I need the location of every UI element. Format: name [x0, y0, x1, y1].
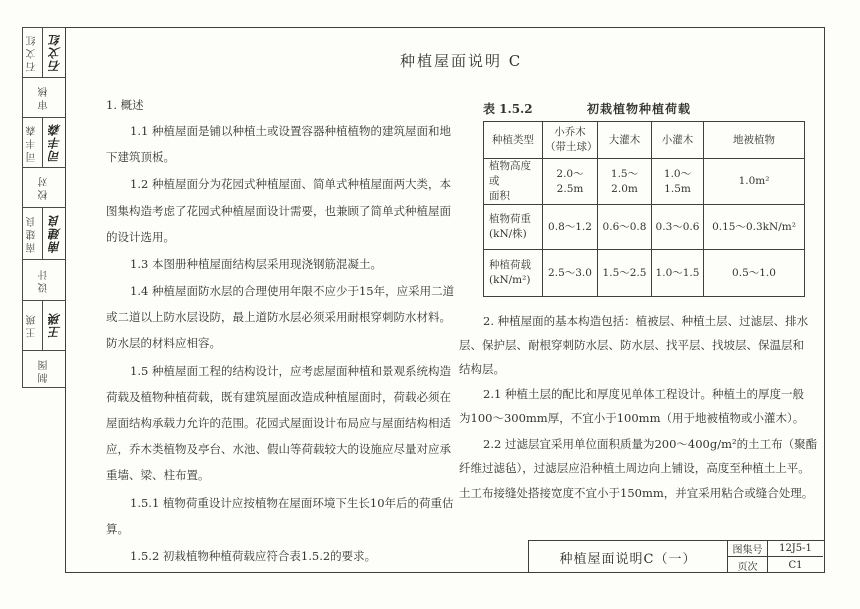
role-label: 王瑛: [27, 312, 38, 339]
signature-cell-6: [23, 260, 66, 301]
table-cell: 2.0～2.5m: [543, 159, 598, 205]
table-header-cell: 大灌木: [598, 122, 652, 159]
table-caption-number: 表 1.5.2: [483, 102, 533, 116]
table-row-label: [484, 159, 543, 205]
table-cell: 1.5～2.5: [598, 250, 652, 297]
paragraph-line: 屋面结构承载力允许的范围。花园式屋面设计布局应与屋面结构相适: [106, 416, 451, 430]
paragraph-line: 应，乔木类植物及亭台、水池、假山等荷载较大的设施应尽量对应承: [106, 442, 451, 456]
signature-block: [22, 27, 65, 388]
table-header-cell: 小灌木: [652, 122, 704, 159]
table-cell: 0.6～0.8: [598, 205, 652, 250]
table-cell: 1.0～1.5m: [652, 159, 704, 205]
paragraph-line: 2. 种植屋面的基本构造包括：植被层、种植土层、过滤层、排水: [483, 314, 809, 328]
title-block: [528, 540, 825, 573]
table-cell: 0.5～1.0: [704, 250, 805, 297]
table-header-row: [484, 122, 805, 159]
drawing-name: 种植屋面说明C（一）: [529, 541, 728, 573]
table-cell: 0.15～0.3kN/m²: [704, 205, 805, 250]
paragraph-line: 2.1 种植土层的配比和厚度见单体工程设计。种植土的厚度一般: [483, 387, 804, 401]
header-line: 小乔木: [554, 126, 586, 138]
handwritten-signature: 石文红: [48, 33, 62, 72]
paragraph-line: 1.3 本图册种植屋面结构层采用现浇钢筋混凝土。: [130, 257, 382, 271]
signature-cell-8: [23, 351, 66, 389]
paragraph-line: 下建筑顶板。: [106, 150, 175, 164]
row-label-line: 植物荷重: [489, 213, 531, 225]
table-cell: 1.5～2.0m: [598, 159, 652, 205]
page-title: 种植屋面说明 C: [400, 52, 523, 70]
table-row: [484, 250, 805, 297]
atlas-number-label: 图集号: [728, 541, 768, 557]
paragraph-line: 图集构造考虑了花园式种植屋面设计需要，也兼顾了简单式种植屋面: [106, 204, 451, 218]
paragraph-line: 算。: [106, 522, 129, 536]
role-label: 司丰森: [27, 123, 38, 162]
role-label: 南建良: [27, 214, 38, 253]
table-cell: 2.5～3.0: [543, 250, 598, 297]
paragraph-line: 荷载及植物种植荷载，既有建筑屋面改造成种植屋面时，荷载必须在: [106, 390, 451, 404]
role-label: 制图: [39, 357, 50, 383]
paragraph-line: 结构层。: [459, 362, 505, 376]
handwritten-signature: 司丰森: [48, 123, 62, 162]
paragraph-line: 2.2 过滤层宜采用单位面积质量为200～400g/m²的土工布（聚酯: [483, 437, 818, 451]
table-row: [484, 205, 805, 250]
paragraph-line: 纤维过滤毡），过滤层应沿种植土周边向上铺设，高度至种植土上平。: [459, 461, 810, 475]
row-label-line: (kN/m²): [489, 274, 531, 286]
signature-cell-5: [23, 208, 66, 260]
section-heading: 1. 概述: [106, 98, 144, 112]
paragraph-line: 为100～300mm厚，不宜小于100mm（用于地被植物或小灌木）。: [459, 411, 805, 425]
table-cell: 0.3～0.6: [652, 205, 704, 250]
table-header-cell: 地被植物: [704, 122, 805, 159]
table-header-cell: [543, 122, 598, 159]
paragraph-line: 防水层的材料应相容。: [106, 336, 221, 350]
signature-cell-7: [23, 301, 66, 351]
handwritten-signature: 南建良: [48, 214, 62, 253]
paragraph-line: 1.2 种植屋面分为花园式种植屋面、简单式种植屋面两大类，本: [130, 177, 451, 191]
role-label: 校对: [39, 174, 50, 201]
row-label-line: 植物高度或: [489, 160, 531, 187]
role-label: 石文红: [27, 33, 38, 72]
paragraph-line: 1.5.1 植物荷重设计应按植物在屋面环境下生长10年后的荷重估: [130, 496, 454, 510]
table-caption-title: 初栽植物种植荷载: [587, 102, 692, 116]
row-label-line: 面积: [489, 190, 510, 202]
role-label: 设计: [39, 267, 50, 293]
signature-cell-1: [23, 28, 66, 78]
row-label-line: 种植荷载: [489, 259, 531, 271]
paragraph-line: 重墙、梁、柱布置。: [106, 468, 210, 482]
row-label-line: (kN/株): [489, 228, 527, 240]
role-label: 审核: [39, 84, 50, 111]
table-row: [484, 159, 805, 205]
signature-cell-2: [23, 78, 66, 118]
table-cell: 1.0～1.5: [652, 250, 704, 297]
signature-cell-3: [23, 118, 66, 168]
handwritten-signature: 王瑛: [48, 312, 62, 339]
paragraph-line: 1.5 种植屋面工程的结构设计，应考虑屋面种植和景观系统构造: [130, 364, 451, 378]
table-row-label: [484, 205, 543, 250]
page-number-value: C1: [788, 559, 803, 571]
atlas-number-value: 12J5-1: [768, 541, 823, 557]
table-header-cell: 种植类型: [484, 122, 543, 159]
paragraph-line: 土工布接缝处搭接宽度不宜小于150mm，并宜采用粘合或缝合处理。: [459, 486, 814, 500]
paragraph-line: 层、保护层、耐根穿刺防水层、防水层、找平层、找坡层、保温层和: [459, 338, 804, 352]
planting-load-table: [483, 121, 805, 297]
table-row-label: [484, 250, 543, 297]
header-line: （带土球）: [545, 141, 598, 153]
signature-cell-4: [23, 168, 66, 208]
table-cell: 1.0m²: [704, 159, 805, 205]
table-cell: 0.8～1.2: [543, 205, 598, 250]
paragraph-line: 或二道以上防水层设防，最上道防水层必须采用耐根穿刺防水材料。: [106, 310, 451, 324]
paragraph-line: 1.4 种植屋面防水层的合理使用年限不应少于15年，应采用二道: [130, 284, 455, 298]
page-number-label: 页次: [728, 557, 768, 573]
paragraph-line: 1.5.2 初栽植物种植荷载应符合表1.5.2的要求。: [130, 549, 377, 563]
paragraph-line: 的设计选用。: [106, 230, 175, 244]
paragraph-line: 1.1 种植屋面是铺以种植土或设置容器种植植物的建筑屋面和地: [130, 124, 451, 138]
